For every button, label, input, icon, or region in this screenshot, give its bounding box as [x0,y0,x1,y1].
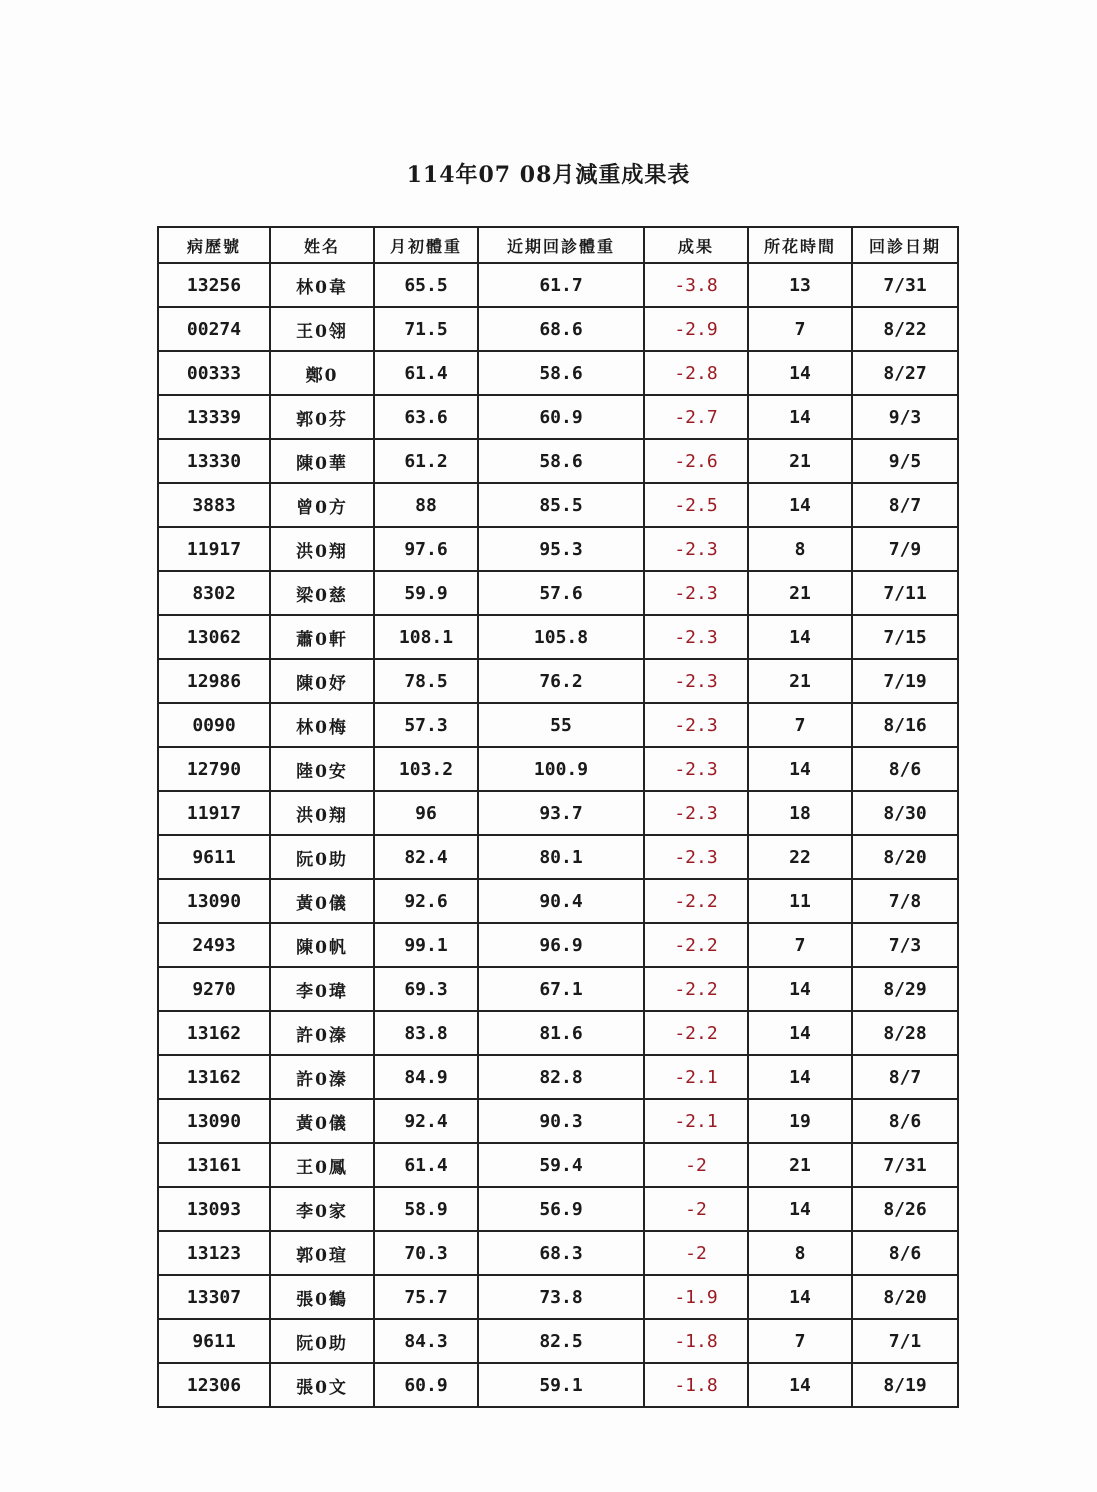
patient-name-cell: 洪0翔 [270,527,374,571]
result-cell: -1.9 [644,1275,748,1319]
result-cell: -1.8 [644,1319,748,1363]
table-row [158,703,958,747]
chart-number-cell: 9270 [158,967,270,1011]
result-cell: -2 [644,1187,748,1231]
patient-name-cell: 張0文 [270,1363,374,1407]
result-cell: -2.7 [644,395,748,439]
time-spent-cell: 19 [748,1099,852,1143]
time-spent-cell: 14 [748,395,852,439]
revisit-date-cell: 8/6 [852,747,958,791]
initial-weight-cell: 97.6 [374,527,478,571]
header-revisit-date: 回診日期 [852,227,958,263]
table-row [158,1275,958,1319]
patient-name-cell: 郭0芬 [270,395,374,439]
table-row [158,1011,958,1055]
patient-name-cell: 阮0助 [270,835,374,879]
recent-weight-cell: 76.2 [478,659,644,703]
table-header-row [158,227,958,263]
recent-weight-cell: 68.6 [478,307,644,351]
initial-weight-cell: 57.3 [374,703,478,747]
recent-weight-cell: 105.8 [478,615,644,659]
recent-weight-cell: 82.5 [478,1319,644,1363]
patient-name-cell: 陳0妤 [270,659,374,703]
result-cell: -2.3 [644,747,748,791]
initial-weight-cell: 75.7 [374,1275,478,1319]
initial-weight-cell: 83.8 [374,1011,478,1055]
chart-number-cell: 11917 [158,791,270,835]
result-cell: -2 [644,1143,748,1187]
time-spent-cell: 14 [748,615,852,659]
result-cell: -2.3 [644,527,748,571]
chart-number-cell: 00274 [158,307,270,351]
revisit-date-cell: 9/5 [852,439,958,483]
patient-name-cell: 許0溱 [270,1011,374,1055]
time-spent-cell: 21 [748,571,852,615]
time-spent-cell: 14 [748,351,852,395]
time-spent-cell: 14 [748,1011,852,1055]
chart-number-cell: 13062 [158,615,270,659]
initial-weight-cell: 108.1 [374,615,478,659]
patient-name-cell: 林0梅 [270,703,374,747]
table-row [158,923,958,967]
recent-weight-cell: 85.5 [478,483,644,527]
revisit-date-cell: 8/7 [852,1055,958,1099]
recent-weight-cell: 93.7 [478,791,644,835]
time-spent-cell: 18 [748,791,852,835]
chart-number-cell: 13162 [158,1055,270,1099]
result-cell: -2 [644,1231,748,1275]
result-cell: -2.2 [644,1011,748,1055]
header-result: 成果 [644,227,748,263]
time-spent-cell: 14 [748,1363,852,1407]
recent-weight-cell: 57.6 [478,571,644,615]
initial-weight-cell: 84.3 [374,1319,478,1363]
time-spent-cell: 11 [748,879,852,923]
patient-name-cell: 陸0安 [270,747,374,791]
initial-weight-cell: 99.1 [374,923,478,967]
time-spent-cell: 7 [748,1319,852,1363]
result-cell: -2.2 [644,967,748,1011]
weight-loss-table [157,226,959,1408]
recent-weight-cell: 96.9 [478,923,644,967]
chart-number-cell: 13162 [158,1011,270,1055]
chart-number-cell: 13161 [158,1143,270,1187]
patient-name-cell: 梁0慈 [270,571,374,615]
table-row [158,1187,958,1231]
revisit-date-cell: 8/22 [852,307,958,351]
time-spent-cell: 21 [748,659,852,703]
table-row [158,835,958,879]
table-row [158,1319,958,1363]
recent-weight-cell: 61.7 [478,263,644,307]
table-row [158,1231,958,1275]
time-spent-cell: 14 [748,1055,852,1099]
initial-weight-cell: 71.5 [374,307,478,351]
revisit-date-cell: 7/19 [852,659,958,703]
initial-weight-cell: 61.4 [374,351,478,395]
result-cell: -2.5 [644,483,748,527]
recent-weight-cell: 82.8 [478,1055,644,1099]
chart-number-cell: 9611 [158,835,270,879]
recent-weight-cell: 58.6 [478,439,644,483]
chart-number-cell: 13339 [158,395,270,439]
patient-name-cell: 陳0華 [270,439,374,483]
result-cell: -2.1 [644,1055,748,1099]
result-cell: -2.3 [644,659,748,703]
revisit-date-cell: 7/9 [852,527,958,571]
patient-name-cell: 許0溱 [270,1055,374,1099]
table-body [158,263,958,1407]
revisit-date-cell: 7/11 [852,571,958,615]
chart-number-cell: 12306 [158,1363,270,1407]
revisit-date-cell: 7/8 [852,879,958,923]
result-cell: -3.8 [644,263,748,307]
revisit-date-cell: 9/3 [852,395,958,439]
initial-weight-cell: 84.9 [374,1055,478,1099]
initial-weight-cell: 103.2 [374,747,478,791]
recent-weight-cell: 90.3 [478,1099,644,1143]
header-chart-number: 病歷號 [158,227,270,263]
time-spent-cell: 14 [748,1187,852,1231]
result-cell: -2.3 [644,835,748,879]
table-row [158,395,958,439]
revisit-date-cell: 8/7 [852,483,958,527]
chart-number-cell: 13307 [158,1275,270,1319]
patient-name-cell: 李0瑋 [270,967,374,1011]
recent-weight-cell: 80.1 [478,835,644,879]
table-row [158,791,958,835]
recent-weight-cell: 90.4 [478,879,644,923]
table-row [158,967,958,1011]
revisit-date-cell: 8/28 [852,1011,958,1055]
chart-number-cell: 13090 [158,879,270,923]
revisit-date-cell: 7/15 [852,615,958,659]
initial-weight-cell: 92.4 [374,1099,478,1143]
result-cell: -2.1 [644,1099,748,1143]
result-cell: -2.2 [644,923,748,967]
table-row [158,659,958,703]
header-recent-weight: 近期回診體重 [478,227,644,263]
time-spent-cell: 14 [748,967,852,1011]
recent-weight-cell: 55 [478,703,644,747]
result-cell: -1.8 [644,1363,748,1407]
table-row [158,1363,958,1407]
table-row [158,571,958,615]
patient-name-cell: 黃0儀 [270,879,374,923]
patient-name-cell: 曾0方 [270,483,374,527]
time-spent-cell: 8 [748,1231,852,1275]
patient-name-cell: 郭0瑄 [270,1231,374,1275]
chart-number-cell: 12790 [158,747,270,791]
revisit-date-cell: 8/29 [852,967,958,1011]
time-spent-cell: 13 [748,263,852,307]
table-row [158,439,958,483]
chart-number-cell: 13256 [158,263,270,307]
initial-weight-cell: 63.6 [374,395,478,439]
table-row [158,483,958,527]
revisit-date-cell: 8/30 [852,791,958,835]
result-cell: -2.3 [644,791,748,835]
table-row [158,307,958,351]
recent-weight-cell: 59.4 [478,1143,644,1187]
patient-name-cell: 林0韋 [270,263,374,307]
initial-weight-cell: 59.9 [374,571,478,615]
chart-number-cell: 13093 [158,1187,270,1231]
recent-weight-cell: 81.6 [478,1011,644,1055]
time-spent-cell: 22 [748,835,852,879]
chart-number-cell: 3883 [158,483,270,527]
table-row [158,615,958,659]
initial-weight-cell: 60.9 [374,1363,478,1407]
initial-weight-cell: 82.4 [374,835,478,879]
recent-weight-cell: 58.6 [478,351,644,395]
time-spent-cell: 14 [748,747,852,791]
table-row [158,527,958,571]
table-row [158,351,958,395]
header-time-spent: 所花時間 [748,227,852,263]
page-title: 114年07 08月減重成果表 [406,162,691,188]
chart-number-cell: 0090 [158,703,270,747]
result-cell: -2.8 [644,351,748,395]
table-row [158,747,958,791]
time-spent-cell: 21 [748,1143,852,1187]
revisit-date-cell: 8/6 [852,1099,958,1143]
time-spent-cell: 7 [748,703,852,747]
revisit-date-cell: 7/1 [852,1319,958,1363]
patient-name-cell: 張0鶴 [270,1275,374,1319]
result-cell: -2.2 [644,879,748,923]
chart-number-cell: 00333 [158,351,270,395]
recent-weight-cell: 68.3 [478,1231,644,1275]
initial-weight-cell: 65.5 [374,263,478,307]
revisit-date-cell: 8/20 [852,835,958,879]
time-spent-cell: 7 [748,307,852,351]
patient-name-cell: 洪0翔 [270,791,374,835]
initial-weight-cell: 70.3 [374,1231,478,1275]
table-row [158,1099,958,1143]
chart-number-cell: 13330 [158,439,270,483]
recent-weight-cell: 60.9 [478,395,644,439]
revisit-date-cell: 8/27 [852,351,958,395]
result-cell: -2.3 [644,571,748,615]
header-initial-weight: 月初體重 [374,227,478,263]
recent-weight-cell: 67.1 [478,967,644,1011]
table-row [158,1143,958,1187]
initial-weight-cell: 78.5 [374,659,478,703]
table-row [158,1055,958,1099]
chart-number-cell: 11917 [158,527,270,571]
recent-weight-cell: 56.9 [478,1187,644,1231]
initial-weight-cell: 96 [374,791,478,835]
patient-name-cell: 王0翎 [270,307,374,351]
recent-weight-cell: 95.3 [478,527,644,571]
table-row [158,263,958,307]
initial-weight-cell: 58.9 [374,1187,478,1231]
time-spent-cell: 7 [748,923,852,967]
recent-weight-cell: 73.8 [478,1275,644,1319]
chart-number-cell: 8302 [158,571,270,615]
revisit-date-cell: 8/6 [852,1231,958,1275]
revisit-date-cell: 7/3 [852,923,958,967]
chart-number-cell: 13123 [158,1231,270,1275]
revisit-date-cell: 8/26 [852,1187,958,1231]
result-cell: -2.9 [644,307,748,351]
revisit-date-cell: 8/20 [852,1275,958,1319]
recent-weight-cell: 100.9 [478,747,644,791]
chart-number-cell: 12986 [158,659,270,703]
recent-weight-cell: 59.1 [478,1363,644,1407]
revisit-date-cell: 8/16 [852,703,958,747]
initial-weight-cell: 61.4 [374,1143,478,1187]
initial-weight-cell: 61.2 [374,439,478,483]
patient-name-cell: 蕭0軒 [270,615,374,659]
patient-name-cell: 王0鳳 [270,1143,374,1187]
result-cell: -2.3 [644,615,748,659]
revisit-date-cell: 7/31 [852,263,958,307]
patient-name-cell: 李0家 [270,1187,374,1231]
patient-name-cell: 鄭0 [270,351,374,395]
revisit-date-cell: 8/19 [852,1363,958,1407]
chart-number-cell: 13090 [158,1099,270,1143]
chart-number-cell: 9611 [158,1319,270,1363]
initial-weight-cell: 69.3 [374,967,478,1011]
result-cell: -2.3 [644,703,748,747]
initial-weight-cell: 88 [374,483,478,527]
patient-name-cell: 阮0助 [270,1319,374,1363]
patient-name-cell: 黃0儀 [270,1099,374,1143]
patient-name-cell: 陳0帆 [270,923,374,967]
chart-number-cell: 2493 [158,923,270,967]
time-spent-cell: 14 [748,483,852,527]
time-spent-cell: 8 [748,527,852,571]
revisit-date-cell: 7/31 [852,1143,958,1187]
time-spent-cell: 21 [748,439,852,483]
initial-weight-cell: 92.6 [374,879,478,923]
table-row [158,879,958,923]
result-cell: -2.6 [644,439,748,483]
time-spent-cell: 14 [748,1275,852,1319]
header-name: 姓名 [270,227,374,263]
